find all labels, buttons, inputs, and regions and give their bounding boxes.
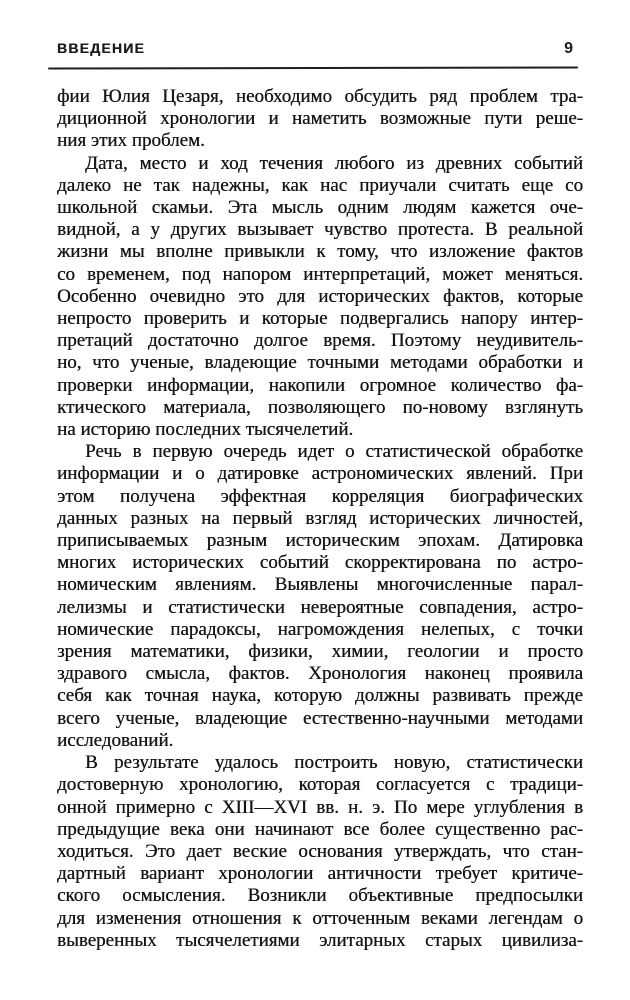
text-line: дартный вариант хронологии античности требует критиче- [57, 863, 583, 885]
text-line: ктического материала, позволяющего по-новому взглянуть [57, 396, 583, 418]
text-line: ского осмысления. Возникли объективные предпосылки [57, 885, 583, 907]
text-line: Особенно очевидно это для исторических фактов, которые [57, 285, 583, 307]
text-line: исследований. [57, 729, 174, 751]
text-line: со временем, под напором интерпретаций, может меняться. [57, 263, 583, 285]
page-number: 9 [564, 40, 573, 57]
text-line: проверки информации, накопили огромное количество фа- [57, 374, 583, 396]
text-line: далеко не так надежны, как нас приучали считать еще со [57, 174, 583, 196]
text-line: ния этих проблем. [57, 130, 205, 152]
text-line: многих исторических событий скорректирована по астро- [57, 552, 583, 574]
text-line: непросто проверить и которые подвергались напору интер- [57, 308, 583, 330]
body-text [57, 86, 583, 952]
text-line: достоверную хронологию, которая согласуется с традици- [57, 774, 583, 796]
text-line: диционной хронологии и наметить возможные пути реше- [57, 108, 583, 130]
text-line: предыдущие века они начинают все более существенно рас- [57, 818, 583, 840]
text-line: ходиться. Это дает веские основания утверждать, что стан- [57, 840, 583, 862]
text-line: номическим явлениям. Выявлены многочисленные парал- [57, 574, 583, 596]
text-line: жизни мы вполне привыкли к тому, что изложение фактов [57, 241, 583, 263]
text-line: Речь в первую очередь идет о статистической обработке [85, 441, 583, 463]
text-line: зрения математики, физики, химии, геологии и просто [57, 641, 583, 663]
text-line: фии Юлия Цезаря, необходимо обсудить ряд проблем тра- [57, 86, 583, 107]
text-line: онной примерно с XIII—XVI вв. н. э. По мере углубления в [57, 796, 583, 818]
text-line: на историю последних тысячелетий. [57, 419, 354, 441]
text-line: информации и о датировке астрономических явлений. При [57, 463, 583, 485]
text-line: но, что ученые, владеющие точными методами обработки и [57, 352, 583, 374]
text-line: всего ученые, владеющие естественно-научными методами [57, 707, 583, 729]
running-head [57, 40, 583, 58]
text-line: здравого смысла, фактов. Хронология наконец проявила [57, 663, 583, 685]
header-rule [48, 66, 578, 69]
text-line: претаций достаточно долгое время. Поэтому неудивитель- [57, 330, 583, 352]
text-line: выверенных тысячелетиями элитарных старых цивилиза- [57, 929, 583, 951]
text-line: приписываемых разным историческим эпохам. Датировка [57, 530, 583, 552]
text-line: В результате удалось построить новую, статистически [85, 752, 583, 774]
text-line: для изменения отношения к отточенным веками легендам о [57, 907, 583, 929]
text-line: себя как точная наука, которую должны развивать прежде [57, 685, 583, 707]
page-content [57, 40, 583, 952]
text-line: лелизмы и статистически невероятные совпадения, астро- [57, 596, 583, 618]
text-line: этом получена эффектная корреляция биографических [57, 485, 583, 507]
text-line: номические парадоксы, нагромождения нелепых, с точки [57, 618, 583, 640]
text-line: видной, а у других вызывает чувство протеста. В реальной [57, 219, 583, 241]
text-line: Дата, место и ход течения любого из древних событий [85, 152, 583, 174]
text-line: школьной скамьи. Эта мысль одним людям кажется оче- [57, 197, 583, 219]
chapter-title: ВВЕДЕНИЕ [57, 40, 145, 56]
text-line: данных разных на первый взгляд исторических личностей, [57, 507, 583, 529]
